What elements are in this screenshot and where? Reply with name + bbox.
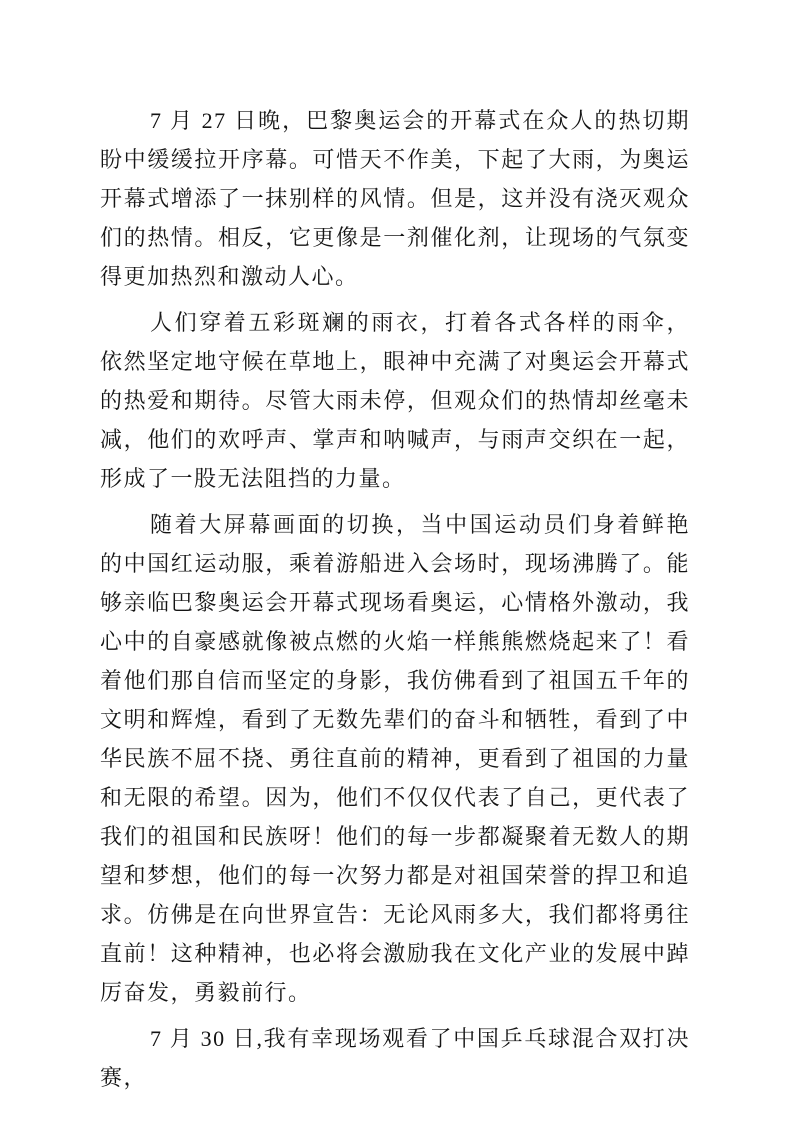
paragraph-chinese-athletes-pride: 随着大屏幕画面的切换，当中国运动员们身着鲜艳的中国红运动服，乘着游船进入会场时，现场沸腾了。能够亲临巴黎奥运会开幕式现场看奥运，心情格外激动，我心中的自豪感就像被点燃的火焰一样熊熊燃烧起来了！看着他们那自信而坚定的身影，我仿佛看到了祖国五千年的文明和辉煌，看到了无数先辈们的奋斗和牺牲，看到了中华民族不屈不挠、勇往直前的精神，更看到了祖国的力量和无限的希望。因为，他们不仅仅代表了自己，更代表了我们的祖国和民族呀！他们的每一步都凝聚着无数人的期望和梦想，他们的每一次努力都是对祖国荣誉的捍卫和追求。仿佛是在向世界宣告：无论风雨多大，我们都将勇往直前！这种精神，也必将会激励我在文化产业的发展中踔厉奋发，勇毅前行。 [100, 512, 690, 1005]
paragraph-crowd-enthusiasm: 人们穿着五彩斑斓的雨衣，打着各式各样的雨伞，依然坚定地守候在草地上，眼神中充满了对奥运会开幕式的热爱和期待。尽管大雨未停，但观众们的热情却丝毫未减，他们的欢呼声、掌声和呐喊声，与雨声交织在一起，形成了一股无法阻挡的力量。 [100, 310, 690, 491]
paragraph-table-tennis-final: 7 月 30 日,我有幸现场观看了中国乒乓球混合双打决赛， [100, 1026, 690, 1090]
paragraph-opening-ceremony-rain: 7 月 27 日晚，巴黎奥运会的开幕式在众人的热切期盼中缓缓拉开序幕。可惜天不作美，下起了大雨，为奥运开幕式增添了一抹别样的风情。但是，这并没有浇灭观众们的热情。相反，它更像是一剂催化剂，让现场的气氛变得更加热烈和激动人心。 [100, 108, 690, 289]
